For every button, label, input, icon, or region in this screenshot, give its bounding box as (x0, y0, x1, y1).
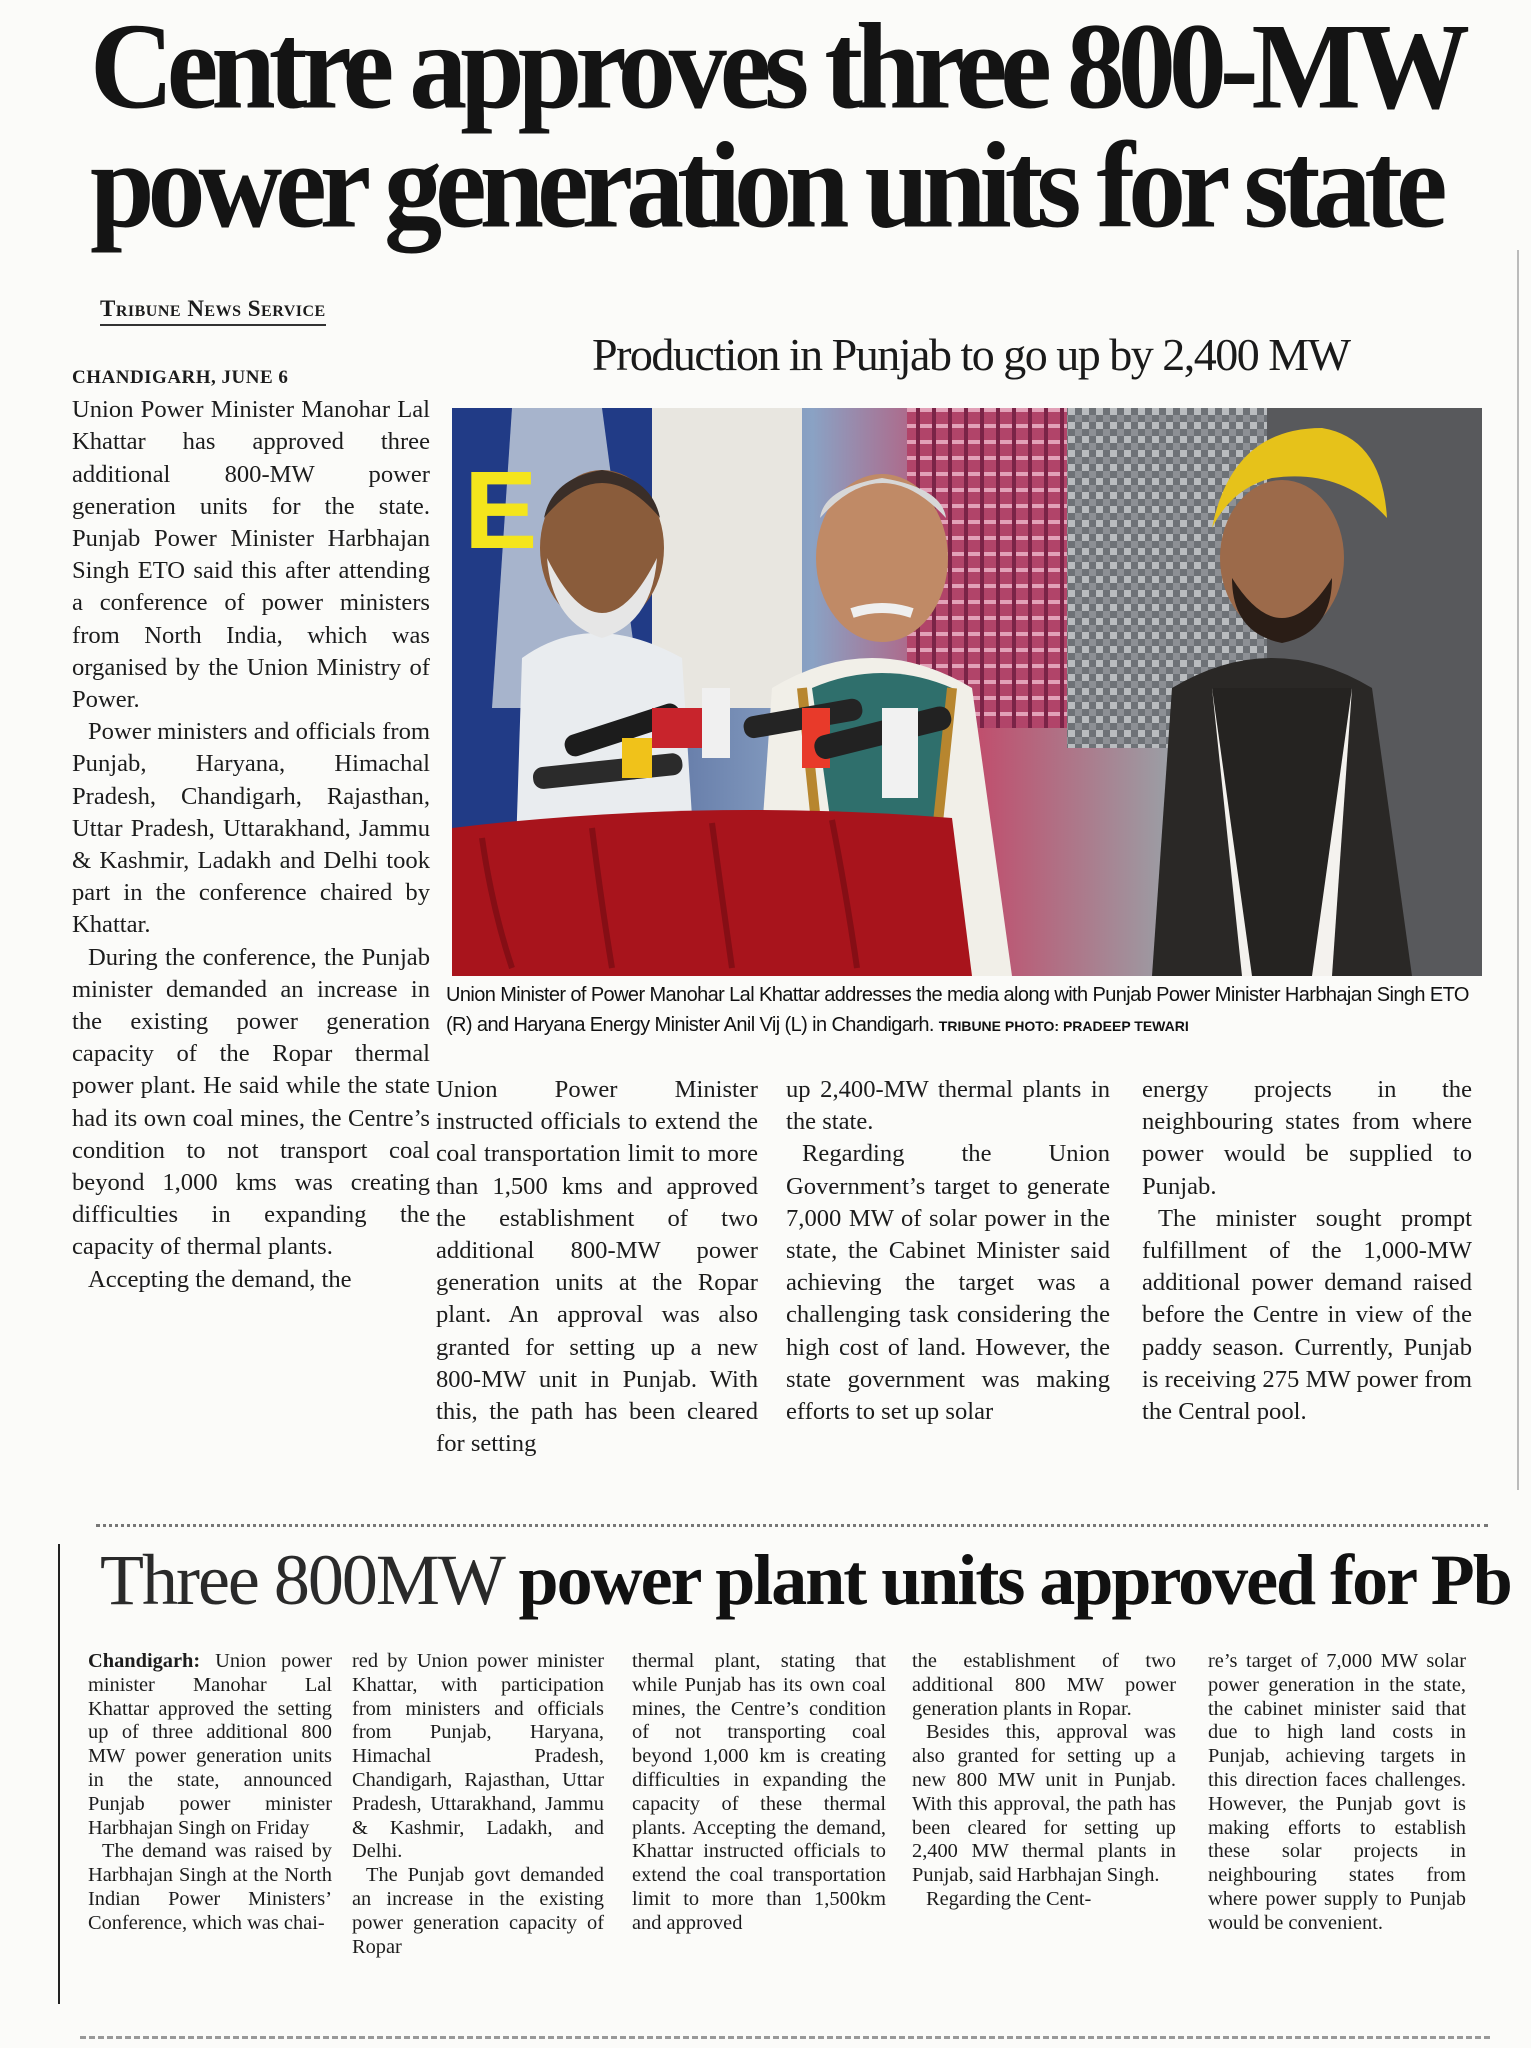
article1-paragraph: During the conference, the Punjab minister demanded an increase in the existing power generation capacity of the Ropar thermal power plant. He said while the state had its own coal mines, the Centre’s condition to not transport coal beyond 1,000 kms was creating difficulties in expanding the capacity of thermal plants. (72, 943, 430, 1261)
article2-column-2 (352, 1650, 604, 1959)
second-headline-part-1: Three 800MW (100, 1540, 503, 1620)
article1-column-2 (436, 1074, 758, 1460)
article2-paragraph: The Punjab govt demanded an increase in the existing power generation capacity of Ropar (352, 1864, 604, 1958)
article1-paragraph: Accepting the demand, the (88, 1265, 352, 1293)
article1-column-4 (1142, 1074, 1472, 1428)
main-headline (90, 0, 1510, 254)
backdrop-letter: E (464, 449, 538, 572)
article2-paragraph: thermal plant, stating that while Punjab has its own coal mines, the Centre’s condition of not transporting coal beyond 1,000 km is creating difficulties in expanding the capacity of these thermal plants. Accepting the demand, Khattar instructed officials to extend the coal transportation limit to more than 1,500km and approved (632, 1650, 886, 1934)
photo-caption-text: Union Minister of Power Manohar Lal Khattar addresses the media along with Punjab Power Minister Harbhajan Singh ETO (R) and Haryana Energy Minister Anil Vij (L) in Chandigarh. (446, 984, 1469, 1036)
article2-paragraph: re’s target of 7,000 MW solar power generation in the state, the cabinet minister said that due to high land costs in Punjab, achieving targets in this direction faces challenges. However, the Punjab govt is making efforts to establish these solar projects in neighbouring states from where power supply to Punjab would be convenient. (1208, 1650, 1466, 1934)
article1-paragraph: Regarding the Union Government’s target to generate 7,000 MW of solar power in the state, the Cabinet Minister said achieving the target was a challenging task considering the high cost of land. However, the state government was making efforts to set up solar (786, 1140, 1110, 1426)
news-photo (452, 408, 1482, 976)
second-headline (100, 1540, 1511, 1620)
article2-lead-text: Union power minister Manohar Lal Khattar approved the setting up of three additional 800 MW power generation units in the state, announced Punjab power minister Harbhajan Singh on Friday (88, 1650, 332, 1839)
article2-column-4 (912, 1650, 1176, 1912)
article1-column-1 (72, 362, 430, 1296)
dateline: CHANDIGARH, JUNE 6 (72, 367, 289, 388)
article2-paragraph: red by Union power minister Khattar, with participation from ministers and officials from Punjab, Haryana, Himachal Pradesh, Chandigarh, Rajasthan, Uttar Pradesh, Uttarakhand, Jammu & Kashmir, Ladakh, and Delhi. (352, 1650, 604, 1863)
main-headline-line-1: Centre approves three 800-MW (90, 0, 1463, 136)
article2-column-1 (88, 1650, 332, 1936)
page-edge-divider (1517, 250, 1519, 1490)
article1-paragraph: Union Power Minister Manohar Lal Khattar has approved three additional 800-MW power generation units for the state. Punjab Power Minister Harbhajan Singh ETO said this after attending a conference of power ministers from North India, which was organised by the Union Ministry of Power. (72, 396, 430, 714)
press-conference-illustration (452, 408, 1482, 976)
article1-column-3 (786, 1074, 1110, 1428)
article1-paragraph: energy projects in the neighbouring states from where power would be supplied to Punjab. (1142, 1076, 1472, 1200)
photo-caption (446, 980, 1486, 1041)
article1-paragraph: The minister sought prompt fulfillment of the 1,000-MW additional power demand raised before the Centre in view of the paddy season. Currently, Punjab is receiving 275 MW power from the Central pool. (1142, 1204, 1472, 1426)
bottom-rule (80, 2036, 1490, 2039)
photo-credit: TRIBUNE PHOTO: PRADEEP TEWARI (938, 1018, 1189, 1034)
article1-paragraph: Power ministers and officials from Punjab, Haryana, Himachal Pradesh, Chandigarh, Rajasthan, Uttar Pradesh, Uttarakhand, Jammu & Kashmir, Ladakh and Delhi took part in the conference chaired by Khattar. (72, 718, 430, 939)
section-divider (96, 1524, 1488, 1527)
article2-dateline: Chandigarh: (88, 1650, 201, 1672)
subheadline: Production in Punjab to go up by 2,400 MW (592, 329, 1350, 380)
article2-column-5 (1208, 1650, 1466, 1936)
article2-paragraph: The demand was raised by Harbhajan Singh at the North Indian Power Ministers’ Conference, which was chai- (88, 1840, 332, 1934)
byline: Tribune News Service (100, 296, 326, 326)
article1-paragraph: Union Power Minister instructed officials to extend the coal transportation limit to more than 1,500 kms and approved the establishment of two additional 800-MW power generation units at the Ropar plant. An approval was also granted for setting up a new 800-MW unit in Punjab. With this, the path has been cleared for setting (436, 1076, 758, 1458)
article1-paragraph: up 2,400-MW thermal plants in the state. (786, 1076, 1110, 1136)
article2-paragraph: the establishment of two additional 800 MW power generation plants in Ropar. (912, 1650, 1176, 1720)
article2-column-3 (632, 1650, 886, 1936)
article2-paragraph: Regarding the Cent- (926, 1887, 1092, 1910)
main-headline-line-2: power generation units for state (90, 118, 1441, 254)
second-headline-part-2: power plant units approved for Pb (518, 1540, 1511, 1620)
article2-paragraph (88, 1650, 332, 1840)
article2-paragraph: Besides this, approval was also granted for setting up a new 800 MW unit in Punjab. With this approval, the path has been cleared for setting up 2,400 MW thermal plants in Punjab, said Harbhajan Singh. (912, 1721, 1176, 1887)
clipping-edge (58, 1544, 60, 2004)
